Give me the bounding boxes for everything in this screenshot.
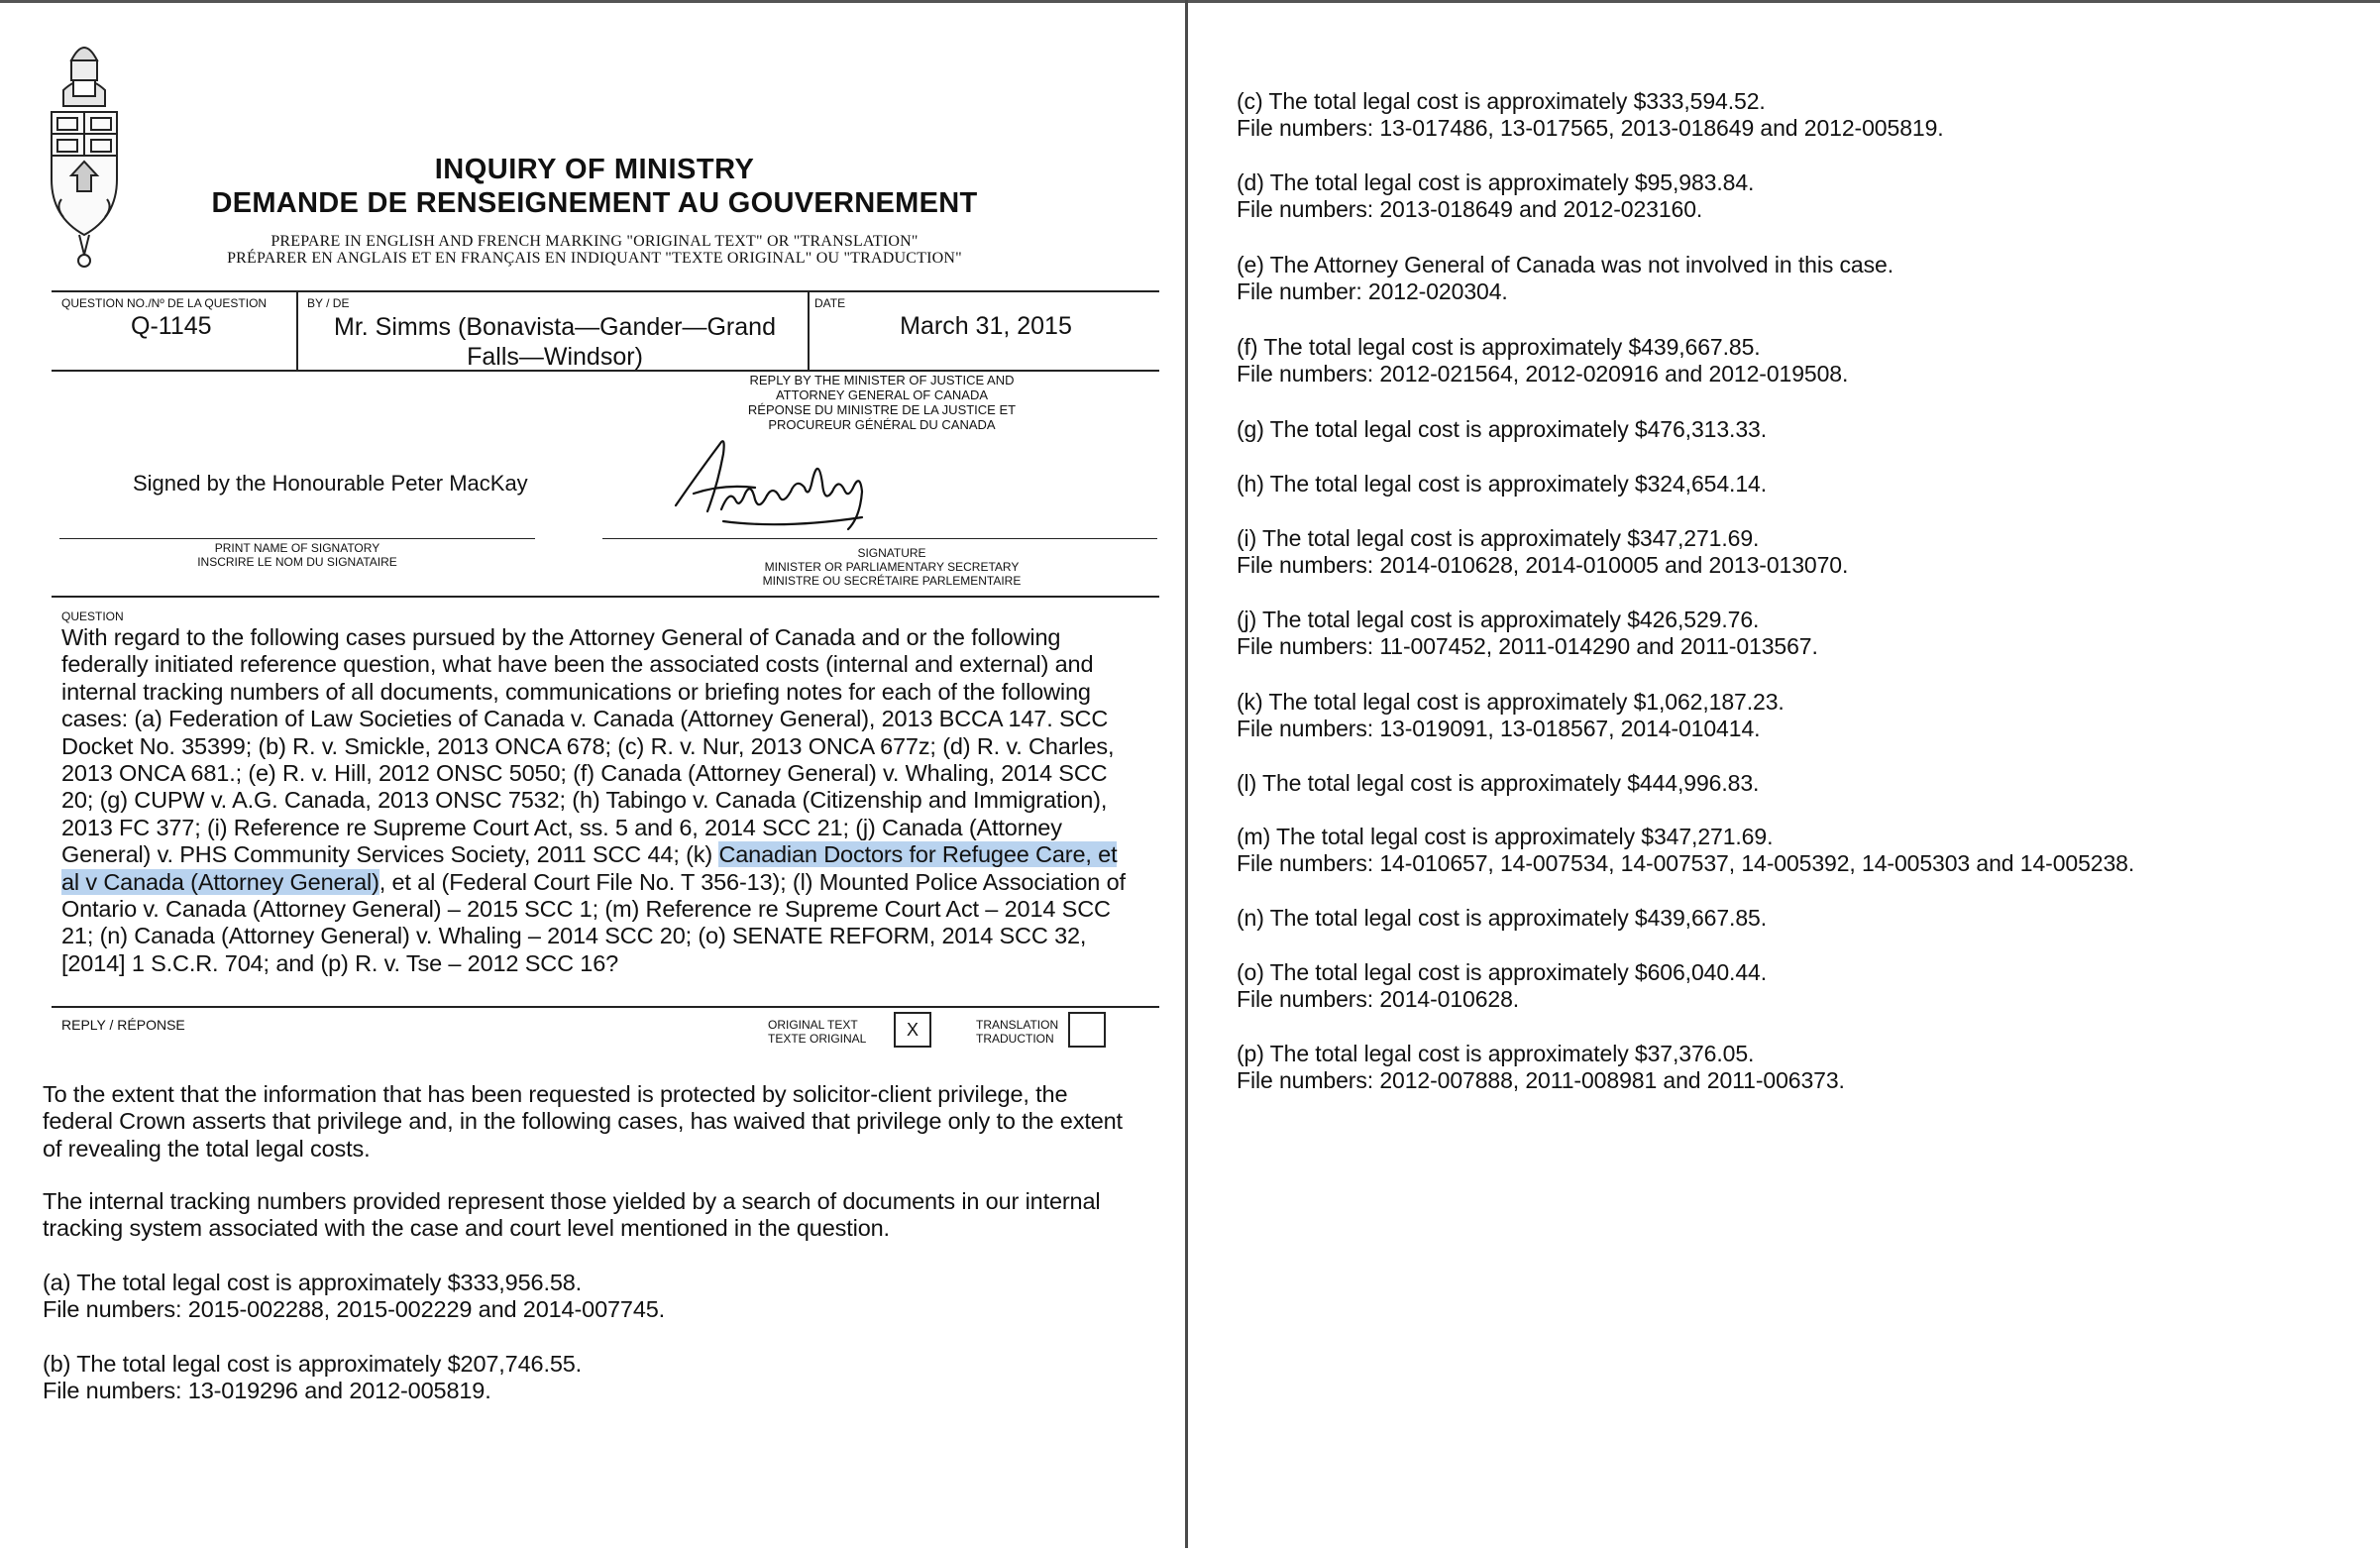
file-numbers: File number: 2012-020304. [1237,278,1508,304]
file-numbers: File numbers: 2014-010628, 2014-010005 and 2013-013070. [1237,552,1849,578]
highlighted-selection[interactable]: al v Canada (Attorney General) [61,868,379,895]
signature-label [713,546,1070,588]
file-numbers: File numbers: 13-019296 and 2012-005819. [43,1378,491,1404]
reply-line: of revealing the total legal costs. [43,1135,371,1162]
legal-cost: (m) The total legal cost is approximately $347,271.69. [1237,824,1774,849]
reply-item-h [1237,471,1767,498]
translation-checkbox[interactable] [1068,1012,1106,1048]
reply-item-d [1237,169,1754,223]
question-line: federally initiated reference question, what have been the associated costs (internal and external) and [61,651,1094,678]
reply-item-e [1237,252,1893,305]
highlighted-selection[interactable]: Canadian Doctors for Refugee Care, et [718,841,1118,868]
right-page [1188,0,2380,1551]
signature-label-fr: MINISTRE OU SECRÉTAIRE PARLEMENTAIRE [762,574,1022,588]
question-line [61,869,1171,896]
question-line-part: General) v. PHS Community Services Society, 2011 SCC 44; (k) [61,841,719,868]
file-numbers: File numbers: 11-007452, 2011-014290 and 2011-013567. [1237,633,1818,659]
divider-by-date [808,290,810,370]
title-english: INQUIRY OF MINISTRY [434,154,755,185]
legal-cost: (o) The total legal cost is approximately $606,040.44. [1237,959,1767,985]
reply-line: federal Crown asserts that privilege and, in the following cases, has waived that privilege only to the extent [43,1108,1123,1135]
reply-label: REPLY / RÉPONSE [61,1017,185,1033]
legal-cost: (c) The total legal cost is approximately $333,594.52. [1237,88,1766,114]
reply-item-i [1237,525,1848,579]
question-line: 21; (n) Canada (Attorney General) v. Whaling – 2014 SCC 20; (o) SENATE REFORM, 2014 SCC 32, [61,923,1087,949]
left-page [0,0,1185,1551]
translation-label-en: TRANSLATION [976,1018,1059,1032]
reply-by-line4: PROCUREUR GÉNÉRAL DU CANADA [768,417,996,432]
reply-paragraph-tracking [43,1188,1172,1243]
instruction-french: PRÉPARER EN ANGLAIS ET EN FRANÇAIS EN INDIQUANT "TEXTE ORIGINAL" OU "TRADUCTION" [227,250,962,267]
file-numbers: File numbers: 2013-018649 and 2012-023160. [1237,196,1703,222]
question-line [61,841,1171,868]
file-numbers: File numbers: 2012-021564, 2012-020916 and 2012-019508. [1237,361,1849,387]
legal-cost: (l) The total legal cost is approximately $444,996.83. [1237,770,1760,796]
question-line: With regard to the following cases pursued by the Attorney General of Canada and or the following [61,624,1061,650]
reply-item-a [43,1270,1172,1324]
file-numbers: File numbers: 2014-010628. [1237,986,1520,1012]
legal-cost: (a) The total legal cost is approximately $333,956.58. [43,1270,583,1295]
question-line: Ontario v. Canada (Attorney General) – 2015 SCC 1; (m) Reference re Supreme Court Act – 2014 SCC [61,896,1111,923]
legal-cost: (k) The total legal cost is approximately $1,062,187.23. [1237,689,1785,715]
original-text-label-fr: TEXTE ORIGINAL [768,1032,867,1046]
question-line: 20; (g) CUPW v. A.G. Canada, 2013 ONSC 7532; (h) Tabingo v. Canada (Citizenship and Immigration), [61,787,1108,814]
question-number: Q-1145 [131,312,212,340]
original-text-checkbox[interactable]: X [894,1012,931,1048]
question-line-part: , et al (Federal Court File No. T 356-13); (l) Mounted Police Association of [379,868,1126,895]
date-value: March 31, 2015 [900,312,1072,340]
signed-by: Signed by the Honourable Peter MacKay [133,471,528,496]
signature-image [664,434,902,538]
rule-reply-top [52,1006,1159,1008]
question-line: cases: (a) Federation of Law Societies of Canada v. Canada (Attorney General), 2013 BCCA 147. SCC [61,706,1109,732]
reply-by-line1: REPLY BY THE MINISTER OF JUSTICE AND [749,373,1015,388]
legal-cost: (i) The total legal cost is approximately $347,271.69. [1237,525,1760,551]
legal-cost: (d) The total legal cost is approximately $95,983.84. [1237,169,1755,195]
divider-question-by [296,290,298,370]
file-numbers: File numbers: 13-017486, 13-017565, 2013-018649 and 2012-005819. [1237,115,1944,141]
legal-cost: (j) The total legal cost is approximately $426,529.76. [1237,607,1760,632]
language-instructions [129,233,1060,267]
reply-item-l [1237,770,1759,797]
member-name [307,312,803,372]
print-name-label-fr: INSCRIRE LE NOM DU SIGNATAIRE [197,555,397,569]
title-french: DEMANDE DE RENSEIGNEMENT AU GOUVERNEMENT [211,187,978,219]
question-line: [2014] 1 S.C.R. 704; and (p) R. v. Tse – 2012 SCC 16? [61,949,619,976]
date-label: DATE [814,296,846,310]
question-number-label: QUESTION NO./Nº DE LA QUESTION [61,296,268,310]
print-name-label [159,541,436,569]
reply-item-g [1237,416,1767,443]
instruction-english: PREPARE IN ENGLISH AND FRENCH MARKING "ORIGINAL TEXT" OR "TRANSLATION" [270,233,919,250]
signature-line [602,538,1157,539]
translation-label-fr: TRADUCTION [976,1032,1054,1046]
legal-cost: (e) The Attorney General of Canada was not involved in this case. [1237,252,1894,277]
member-name-line2: Falls—Windsor) [467,343,643,371]
reply-item-k [1237,689,1785,742]
legal-cost: (f) The total legal cost is approximately $439,667.85. [1237,334,1761,360]
question-line: 2013 FC 377; (i) Reference re Supreme Court Act, ss. 5 and 6, 2014 SCC 21; (j) Canada (Attorney [61,814,1062,840]
legal-cost: (g) The total legal cost is approximately $476,313.33. [1237,416,1767,442]
legal-cost: (p) The total legal cost is approximately $37,376.05. [1237,1041,1755,1066]
rule-top [52,290,1159,292]
original-text-label-en: ORIGINAL TEXT [768,1018,858,1032]
reply-item-f [1237,334,1848,388]
question-line: internal tracking numbers of all documents, communications or briefing notes for each of the following [61,678,1091,705]
signature-label-title: SIGNATURE [857,546,926,560]
signature-label-en: MINISTER OR PARLIAMENTARY SECRETARY [764,560,1020,574]
member-name-line1: Mr. Simms (Bonavista—Gander—Grand [334,313,776,341]
translation-label [976,1018,1058,1046]
question-text [61,624,1171,977]
reply-item-m [1237,824,2134,877]
reply-item-o [1237,959,1767,1013]
file-numbers: File numbers: 14-010657, 14-007534, 14-007537, 14-005392, 14-005303 and 14-005238. [1237,850,2135,876]
print-name-line [59,538,535,539]
file-numbers: File numbers: 2012-007888, 2011-008981 and 2011-006373. [1237,1067,1845,1093]
reply-by-minister [684,373,1080,432]
legal-cost: (b) The total legal cost is approximately $207,746.55. [43,1351,583,1377]
by-label: BY / DE [307,296,350,310]
reply-paragraph-privilege [43,1081,1172,1163]
question-label: QUESTION [61,609,124,623]
reply-line: tracking system associated with the case and court level mentioned in the question. [43,1215,890,1242]
reply-by-line2: ATTORNEY GENERAL OF CANADA [775,388,989,402]
legal-cost: (h) The total legal cost is approximately $324,654.14. [1237,471,1767,497]
reply-item-p [1237,1041,1845,1094]
legal-cost: (n) The total legal cost is approximately $439,667.85. [1237,905,1767,931]
question-line: 2013 ONCA 681.; (e) R. v. Hill, 2012 ONSC 5050; (f) Canada (Attorney General) v. Whaling, 2014 SCC [61,760,1108,787]
rule-question-top [52,596,1159,598]
reply-item-j [1237,607,1818,660]
print-name-label-en: PRINT NAME OF SIGNATORY [214,541,380,555]
question-line: Docket No. 35399; (b) R. v. Smickle, 2013 ONCA 678; (c) R. v. Nur, 2013 ONCA 677z; (d) R. v. Charles, [61,732,1115,759]
file-numbers: File numbers: 13-019091, 13-018567, 2014-010414. [1237,716,1761,741]
reply-item-b [43,1351,1172,1405]
original-text-label [768,1018,866,1046]
file-numbers: File numbers: 2015-002288, 2015-002229 and 2014-007745. [43,1296,666,1323]
canada-coat-of-arms-icon [42,31,127,278]
reply-by-line3: RÉPONSE DU MINISTRE DE LA JUSTICE ET [747,402,1017,417]
reply-item-n [1237,905,1767,932]
reply-line: To the extent that the information that has been requested is protected by solicitor-client privilege, the [43,1081,1068,1107]
reply-line: The internal tracking numbers provided represent those yielded by a search of documents in our internal [43,1188,1101,1214]
reply-item-c [1237,88,1944,142]
